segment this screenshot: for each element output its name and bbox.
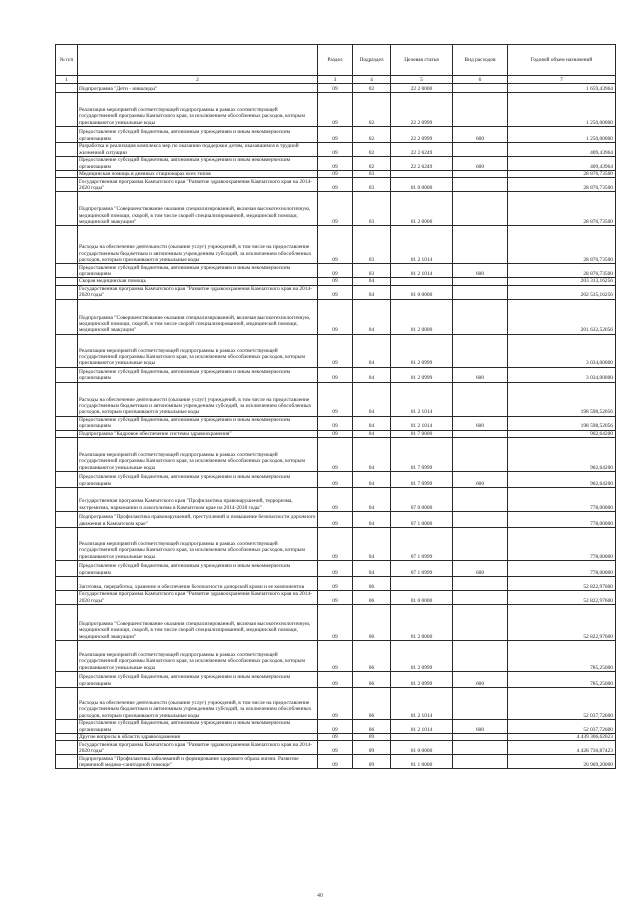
row-section: 09 [318, 278, 353, 285]
header-subsection: Подраздел [353, 45, 391, 76]
row-target: 01 0 0000 [391, 590, 453, 604]
row-number [56, 719, 78, 733]
table-row [56, 367, 616, 382]
row-number [56, 157, 78, 171]
table-row [56, 93, 616, 127]
row-number [56, 671, 78, 687]
row-number [56, 437, 78, 471]
row-name: Реализация мероприятий соответствующей подпрограммы в рамках соответствующей государственной программы Камчатского края, за исключением обособленных расходов, которым присваиваются уникальные коды [78, 640, 318, 671]
row-section: 09 [318, 93, 353, 127]
row-expense: 600 [453, 671, 508, 687]
row-number [56, 471, 78, 487]
row-number [56, 171, 78, 178]
row-amount: 1 250,00000 [508, 93, 616, 127]
row-target: 01 2 1014 [391, 264, 453, 278]
row-subsection: 06 [353, 590, 391, 604]
row-number [56, 487, 78, 511]
row-subsection: 09 [353, 733, 391, 740]
row-expense [453, 590, 508, 604]
row-section: 09 [318, 576, 353, 590]
row-number [56, 560, 78, 576]
row-subsection: 02 [353, 93, 391, 127]
header-name [78, 45, 318, 76]
row-target: 01 2 0000 [391, 604, 453, 640]
row-expense [453, 285, 508, 299]
row-name: Предоставление субсидий бюджетным, автономным учреждениям и иным некоммерческим организациям [78, 416, 318, 430]
row-section: 09 [318, 511, 353, 527]
row-number [56, 755, 78, 769]
row-section: 09 [318, 430, 353, 437]
page-number: 40 [317, 893, 323, 899]
row-amount: 3 034,00000 [508, 334, 616, 367]
row-target: 07 1 0000 [391, 511, 453, 527]
table-row [56, 278, 616, 285]
header-expense: Вид расходов [453, 45, 508, 76]
row-subsection: 06 [353, 719, 391, 733]
row-amount: 1 659,43964 [508, 84, 616, 93]
row-number [56, 226, 78, 264]
row-expense [453, 755, 508, 769]
row-number [56, 640, 78, 671]
row-amount: 28 876,73500 [508, 264, 616, 278]
row-subsection: 06 [353, 687, 391, 719]
row-target: 01 2 1014 [391, 687, 453, 719]
row-number [56, 511, 78, 527]
row-amount: 778,00000 [508, 527, 616, 560]
row-expense [453, 511, 508, 527]
row-target: 01 2 0999 [391, 367, 453, 382]
row-target: 22 2 6249 [391, 157, 453, 171]
row-name: Предоставление субсидий бюджетным, автономным учреждениям и иным некоммерческим организациям [78, 471, 318, 487]
row-subsection: 06 [353, 640, 391, 671]
row-name: Подпрограмма "Кадровое обеспечение системы здравоохранения" [78, 430, 318, 437]
row-target: 07 1 0999 [391, 527, 453, 560]
row-section: 09 [318, 299, 353, 334]
row-section: 09 [318, 487, 353, 511]
row-expense [453, 576, 508, 590]
row-number [56, 278, 78, 285]
row-name: Государственная программа Камчатского края "Профилактика правонарушений, терроризма, экстремизма, наркомании и алкоголизма в Камчатском крае на 2014-2018 годы" [78, 487, 318, 511]
table-row [56, 687, 616, 719]
row-section: 09 [318, 604, 353, 640]
row-expense [453, 640, 508, 671]
row-name: Подпрограмма "Дети - инвалиды" [78, 84, 318, 93]
column-number-row [56, 76, 616, 84]
row-target: 01 7 0000 [391, 430, 453, 437]
row-expense [453, 278, 508, 285]
column-number: 2 [78, 76, 318, 84]
row-section: 09 [318, 560, 353, 576]
row-amount: 52 037,72600 [508, 687, 616, 719]
table-row [56, 264, 616, 278]
row-subsection: 04 [353, 527, 391, 560]
header-row [56, 45, 616, 76]
row-amount: 3 034,00000 [508, 367, 616, 382]
row-section: 09 [318, 192, 353, 226]
row-target: 01 7 0999 [391, 437, 453, 471]
row-amount: 201 632,52056 [508, 299, 616, 334]
row-section: 09 [318, 416, 353, 430]
row-name: Реализация мероприятий соответствующей подпрограммы в рамках соответствующей государственной программы Камчатского края, за исключением обособленных расходов, которым присваиваются уникальные коды [78, 93, 318, 127]
row-expense: 600 [453, 719, 508, 733]
row-number [56, 430, 78, 437]
row-amount: 1 250,00000 [508, 127, 616, 143]
row-target: 01 0 0000 [391, 285, 453, 299]
row-amount: 4 428 736,87423 [508, 741, 616, 755]
table-row [56, 755, 616, 769]
row-subsection: 06 [353, 604, 391, 640]
row-number [56, 93, 78, 127]
row-subsection: 03 [353, 264, 391, 278]
column-number: 5 [391, 76, 453, 84]
row-name: Реализация мероприятий соответствующей подпрограммы в рамках соответствующей государственной программы Камчатского края, за исключением обособленных расходов, которым присваиваются уникальные коды [78, 334, 318, 367]
row-subsection: 02 [353, 143, 391, 157]
row-number [56, 733, 78, 740]
table-row [56, 285, 616, 299]
row-number [56, 741, 78, 755]
row-subsection: 04 [353, 487, 391, 511]
row-target: 22 2 0999 [391, 127, 453, 143]
row-amount: 202 535,16256 [508, 285, 616, 299]
row-subsection: 04 [353, 430, 391, 437]
row-subsection: 04 [353, 416, 391, 430]
row-number [56, 143, 78, 157]
row-number [56, 416, 78, 430]
row-section: 09 [318, 590, 353, 604]
row-number [56, 127, 78, 143]
row-amount: 409,43964 [508, 143, 616, 157]
row-number [56, 264, 78, 278]
row-expense: 600 [453, 560, 508, 576]
row-amount: 902,64200 [508, 430, 616, 437]
row-number [56, 382, 78, 416]
row-section: 09 [318, 733, 353, 740]
header-number: № п/п [56, 45, 78, 76]
row-target: 01 2 0999 [391, 640, 453, 671]
row-section: 09 [318, 157, 353, 171]
row-expense: 600 [453, 264, 508, 278]
row-subsection: 06 [353, 576, 391, 590]
row-amount: 203 313,16256 [508, 278, 616, 285]
row-number [56, 527, 78, 560]
column-number: 7 [508, 76, 616, 84]
row-section: 09 [318, 471, 353, 487]
row-amount: 902,64200 [508, 437, 616, 471]
table-row [56, 334, 616, 367]
row-expense: 600 [453, 157, 508, 171]
row-subsection: 03 [353, 171, 391, 178]
row-target: 01 7 0999 [391, 471, 453, 487]
table-row [56, 171, 616, 178]
row-section: 09 [318, 127, 353, 143]
row-name: Подпрограмма "Профилактика заболеваний и формирование здорового образа жизни. Развитие первичной медико-санитарной помощи" [78, 755, 318, 769]
row-subsection: 03 [353, 192, 391, 226]
table-row [56, 430, 616, 437]
header-section: Раздел [318, 45, 353, 76]
row-amount: 4 439 306,62023 [508, 733, 616, 740]
row-subsection: 04 [353, 334, 391, 367]
row-number [56, 334, 78, 367]
row-expense [453, 604, 508, 640]
row-section: 09 [318, 719, 353, 733]
row-expense [453, 93, 508, 127]
row-amount: 785,25000 [508, 671, 616, 687]
row-subsection: 06 [353, 671, 391, 687]
row-name: Подпрограмма "Совершенствование оказания специализированной, включая высокотехнологичную, медицинской помощи, скорой, в том числе скорой специализированной, медицинской помощи, медицинской эвакуации" [78, 604, 318, 640]
row-name: Реализация мероприятий соответствующей подпрограммы в рамках соответствующей государственной программы Камчатского края, за исключением обособленных расходов, которым присваиваются уникальные коды [78, 527, 318, 560]
row-amount: 785,25000 [508, 640, 616, 671]
row-amount: 20 969,20000 [508, 755, 616, 769]
row-subsection: 04 [353, 437, 391, 471]
table-row [56, 560, 616, 576]
row-target: 22 2 0999 [391, 93, 453, 127]
row-section: 09 [318, 741, 353, 755]
row-target: 22 2 0000 [391, 84, 453, 93]
column-number: 3 [318, 76, 353, 84]
row-number [56, 687, 78, 719]
table-row [56, 192, 616, 226]
row-subsection: 04 [353, 511, 391, 527]
row-number [56, 367, 78, 382]
row-target [391, 733, 453, 740]
row-expense [453, 143, 508, 157]
row-target [391, 278, 453, 285]
header-amount: Годовой объем назначений [508, 45, 616, 76]
table-row [56, 382, 616, 416]
row-target [391, 576, 453, 590]
row-section: 09 [318, 171, 353, 178]
budget-table-page [55, 44, 615, 769]
row-subsection: 03 [353, 178, 391, 192]
row-target: 01 0 0000 [391, 178, 453, 192]
row-amount: 52 822,97600 [508, 590, 616, 604]
row-section: 09 [318, 437, 353, 471]
row-section: 09 [318, 382, 353, 416]
row-subsection: 04 [353, 560, 391, 576]
row-target: 01 2 0999 [391, 671, 453, 687]
row-target: 22 2 6249 [391, 143, 453, 157]
header-target: Целевая статья [391, 45, 453, 76]
table-row [56, 471, 616, 487]
row-name: Предоставление субсидий бюджетным, автономным учреждениям и иным некоммерческим организациям [78, 367, 318, 382]
row-subsection: 02 [353, 84, 391, 93]
row-amount: 409,43964 [508, 157, 616, 171]
row-expense [453, 430, 508, 437]
table-row [56, 84, 616, 93]
row-name: Предоставление субсидий бюджетным, автономным учреждениям и иным некоммерческим организациям [78, 264, 318, 278]
table-row [56, 299, 616, 334]
row-name: Предоставление субсидий бюджетным, автономным учреждениям и иным некоммерческим организациям [78, 157, 318, 171]
row-section: 09 [318, 671, 353, 687]
row-target: 07 1 0999 [391, 560, 453, 576]
row-subsection: 03 [353, 226, 391, 264]
row-section: 09 [318, 84, 353, 93]
row-name: Реализация мероприятий соответствующей подпрограммы в рамках соответствующей государственной программы Камчатского края, за исключением обособленных расходов, которым присваиваются уникальные коды [78, 437, 318, 471]
row-target: 01 1 0000 [391, 755, 453, 769]
table-row [56, 671, 616, 687]
row-name: Подпрограмма "Профилактика правонарушений, преступлений и повышение безопасности дорожного движения в Камчатском крае" [78, 511, 318, 527]
table-row [56, 226, 616, 264]
row-name: Другие вопросы в области здравоохранения [78, 733, 318, 740]
row-expense [453, 437, 508, 471]
row-name: Предоставление субсидий бюджетным, автономным учреждениям и иным некоммерческим организациям [78, 719, 318, 733]
row-expense [453, 178, 508, 192]
row-expense [453, 487, 508, 511]
row-section: 09 [318, 226, 353, 264]
row-target: 01 2 0999 [391, 334, 453, 367]
row-name: Расходы на обеспечение деятельности (оказание услуг) учреждений, в том числе на предоставление государственным бюджетным и автономным учреждениям субсидий, за исключением обособленных расходов, которым присваиваются уникальные коды [78, 687, 318, 719]
table-row [56, 437, 616, 471]
row-subsection: 09 [353, 741, 391, 755]
table-body [56, 84, 616, 769]
row-expense [453, 382, 508, 416]
row-name: Расходы на обеспечение деятельности (оказание услуг) учреждений, в том числе на предоставление государственным бюджетным и автономным учреждениям субсидий, за исключением обособленных расходов, которым присваиваются уникальные коды [78, 226, 318, 264]
row-amount: 28 876,73500 [508, 226, 616, 264]
row-number [56, 590, 78, 604]
row-number [56, 192, 78, 226]
row-amount: 52 037,72600 [508, 719, 616, 733]
row-expense [453, 226, 508, 264]
row-target: 01 2 1014 [391, 226, 453, 264]
row-section: 09 [318, 640, 353, 671]
row-name: Предоставление субсидий бюджетным, автономным учреждениям и иным некоммерческим организациям [78, 560, 318, 576]
row-expense: 600 [453, 127, 508, 143]
column-number: 1 [56, 76, 78, 84]
row-name: Подпрограмма "Совершенствование оказания специализированной, включая высокотехнологичную, медицинской помощи, скорой, в том числе скорой специализированной, медицинской помощи, медицинской эвакуации" [78, 192, 318, 226]
row-amount: 28 876,73500 [508, 171, 616, 178]
row-subsection: 04 [353, 299, 391, 334]
row-name: Предоставление субсидий бюджетным, автономным учреждениям и иным некоммерческим организациям [78, 127, 318, 143]
row-expense [453, 192, 508, 226]
row-expense [453, 171, 508, 178]
row-expense [453, 741, 508, 755]
row-section: 09 [318, 527, 353, 560]
row-subsection: 04 [353, 471, 391, 487]
table-row [56, 527, 616, 560]
row-amount: 778,00000 [508, 487, 616, 511]
table-row [56, 511, 616, 527]
row-number [56, 299, 78, 334]
row-target: 07 0 0000 [391, 487, 453, 511]
row-section: 09 [318, 755, 353, 769]
row-target: 01 2 0000 [391, 299, 453, 334]
column-number: 6 [453, 76, 508, 84]
table-row [56, 127, 616, 143]
row-section: 09 [318, 264, 353, 278]
table-row [56, 640, 616, 671]
row-amount: 778,00000 [508, 511, 616, 527]
row-expense [453, 733, 508, 740]
row-target: 01 2 1014 [391, 719, 453, 733]
row-subsection: 04 [353, 278, 391, 285]
row-name: Предоставление субсидий бюджетным, автономным учреждениям и иным некоммерческим организациям [78, 671, 318, 687]
table-row [56, 590, 616, 604]
row-name: Государственная программа Камчатского края "Развитие здравоохранения Камчатского края на 2014-2020 годы" [78, 741, 318, 755]
table-row [56, 741, 616, 755]
row-name: Государственная программа Камчатского края "Развитие здравоохранения Камчатского края на 2014-2020 годы" [78, 178, 318, 192]
row-number [56, 285, 78, 299]
row-name: Государственная программа Камчатского края "Развитие здравоохранения Камчатского края на 2014-2020 годы" [78, 590, 318, 604]
row-name: Подпрограмма "Совершенствование оказания специализированной, включая высокотехнологичную, медицинской помощи, скорой, в том числе скорой специализированной, медицинской помощи, медицинской эвакуации" [78, 299, 318, 334]
row-target: 01 0 0000 [391, 741, 453, 755]
row-amount: 52 822,97600 [508, 576, 616, 590]
row-subsection: 09 [353, 755, 391, 769]
row-subsection: 04 [353, 367, 391, 382]
table-row [56, 604, 616, 640]
row-amount: 52 822,97600 [508, 604, 616, 640]
table-row [56, 719, 616, 733]
row-number [56, 604, 78, 640]
row-amount: 902,64200 [508, 471, 616, 487]
row-target: 01 2 1014 [391, 416, 453, 430]
row-name: Разработка и реализация комплекса мер по оказанию поддержки детям, оказавшимся в трудной жизненной ситуации [78, 143, 318, 157]
row-name: Государственная программа Камчатского края "Развитие здравоохранения Камчатского края на 2014-2020 годы" [78, 285, 318, 299]
row-subsection: 02 [353, 127, 391, 143]
row-subsection: 04 [353, 382, 391, 416]
row-number [56, 178, 78, 192]
column-number: 4 [353, 76, 391, 84]
row-subsection: 02 [353, 157, 391, 171]
table-row [56, 487, 616, 511]
row-section: 09 [318, 367, 353, 382]
row-amount: 198 598,52056 [508, 416, 616, 430]
table-row [56, 157, 616, 171]
row-amount: 28 876,73500 [508, 192, 616, 226]
row-name: Заготовка, переработка, хранение и обеспечение безопасности донорской крови и ее компонентов [78, 576, 318, 590]
row-expense: 600 [453, 416, 508, 430]
row-name: Расходы на обеспечение деятельности (оказание услуг) учреждений, в том числе на предоставление государственным бюджетным и автономным учреждениям субсидий, за исключением обособленных расходов, которым присваиваются уникальные коды [78, 382, 318, 416]
row-number [56, 84, 78, 93]
row-section: 09 [318, 285, 353, 299]
row-expense [453, 84, 508, 93]
table-row [56, 416, 616, 430]
row-section: 09 [318, 334, 353, 367]
row-section: 09 [318, 178, 353, 192]
row-expense: 600 [453, 471, 508, 487]
table-row [56, 733, 616, 740]
table-row [56, 576, 616, 590]
row-expense [453, 527, 508, 560]
row-name: Скорая медицинская помощь [78, 278, 318, 285]
row-expense [453, 334, 508, 367]
row-name: Медицинская помощь в дневных стационарах всех типов [78, 171, 318, 178]
row-target [391, 171, 453, 178]
row-section: 09 [318, 687, 353, 719]
row-expense: 600 [453, 367, 508, 382]
row-amount: 198 598,52056 [508, 382, 616, 416]
row-expense [453, 687, 508, 719]
row-expense [453, 299, 508, 334]
row-number [56, 576, 78, 590]
budget-table [55, 44, 616, 769]
row-target: 01 2 0000 [391, 192, 453, 226]
row-subsection: 04 [353, 285, 391, 299]
row-section: 09 [318, 143, 353, 157]
row-target: 01 2 1014 [391, 382, 453, 416]
row-amount: 778,00000 [508, 560, 616, 576]
row-amount: 28 876,73500 [508, 178, 616, 192]
table-row [56, 178, 616, 192]
table-row [56, 143, 616, 157]
